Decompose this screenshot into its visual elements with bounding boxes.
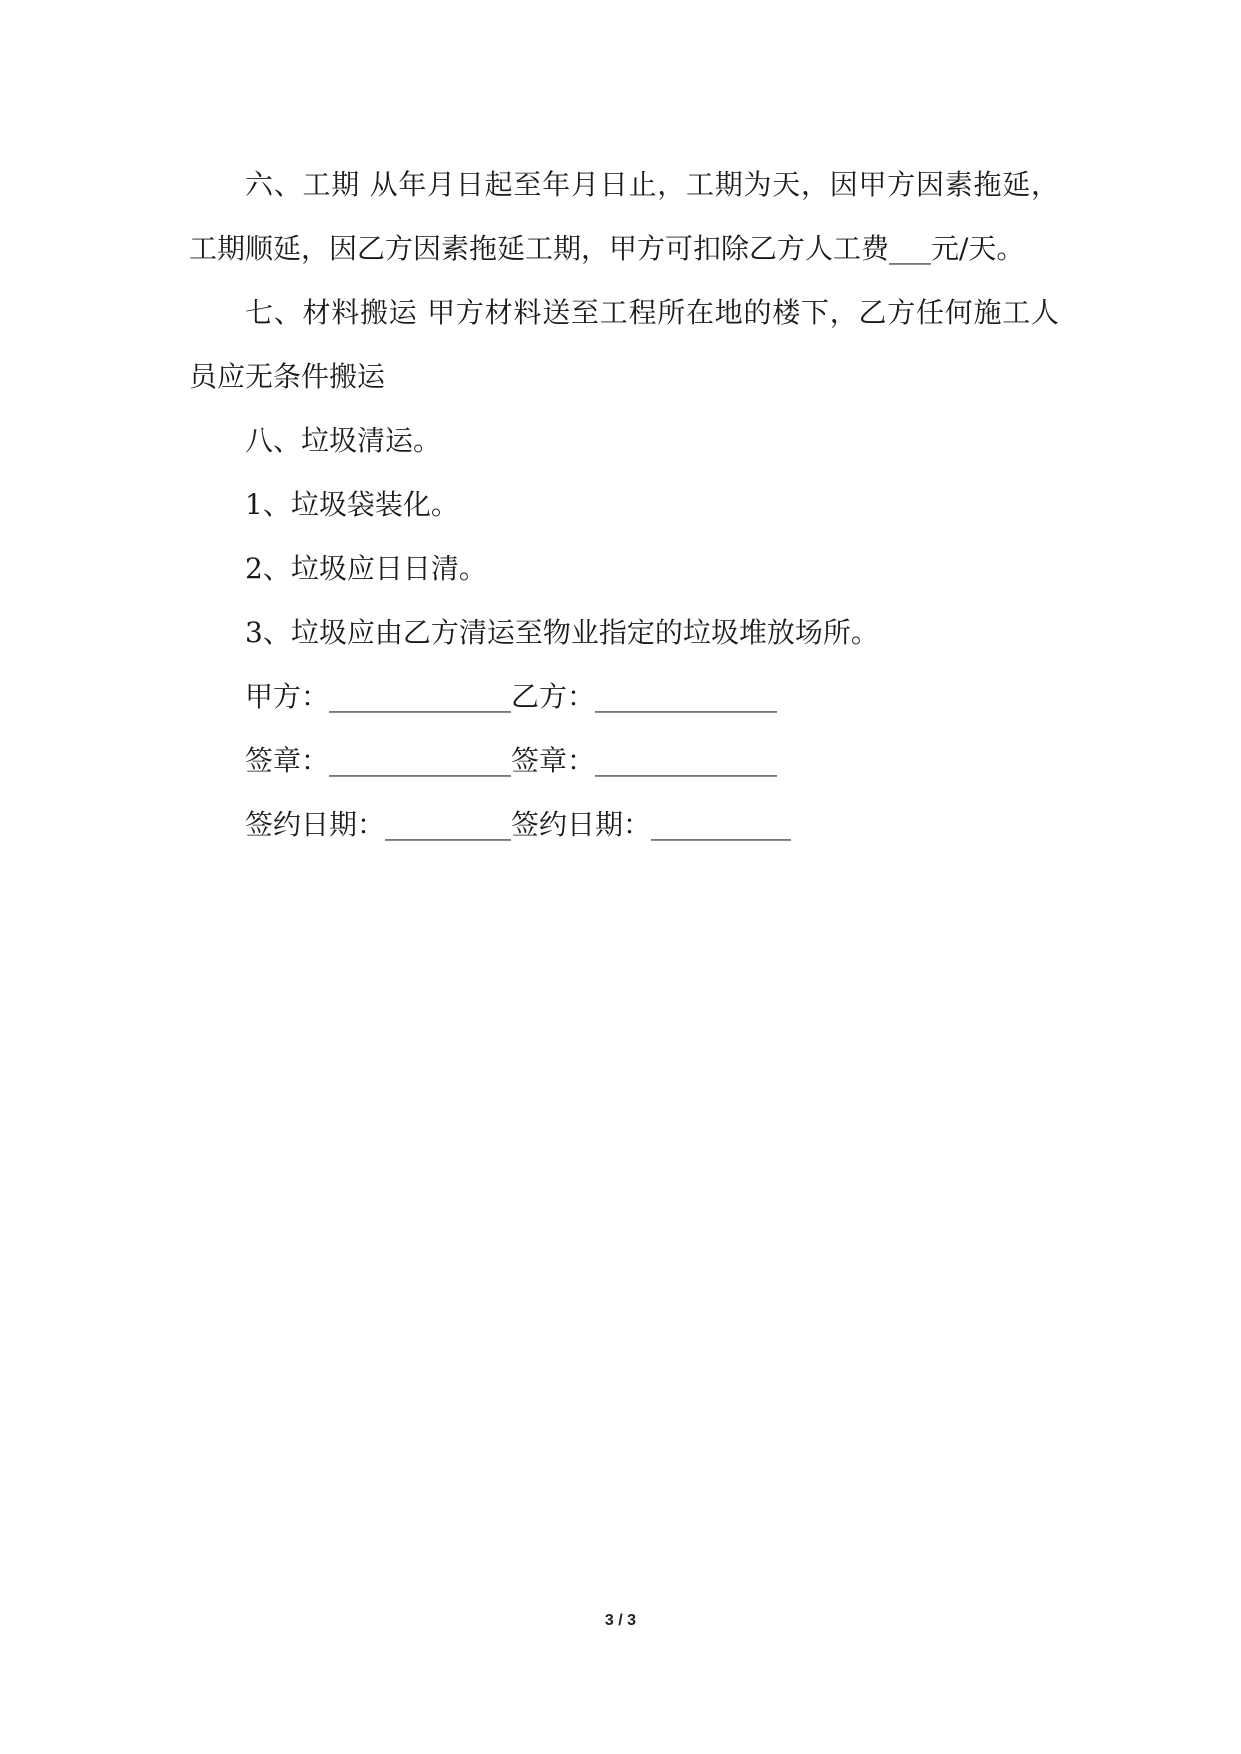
paragraph-material-transport: 七、材料搬运 甲方材料送至工程所在地的楼下，乙方任何施工人员应无条件搬运 bbox=[189, 296, 1059, 393]
page-number: 3 / 3 bbox=[604, 1612, 637, 1629]
signature-seal-line: 签章：_____________签章：_____________ bbox=[245, 744, 778, 777]
document-body bbox=[189, 153, 1059, 857]
paragraph-garbage-item-2: 2、垃圾应日日清。 bbox=[245, 552, 487, 585]
signature-date-line: 签约日期：_________签约日期：__________ bbox=[245, 808, 792, 841]
paragraph-garbage-item-3: 3、垃圾应由乙方清运至物业指定的垃圾堆放场所。 bbox=[245, 616, 879, 649]
paragraph-garbage-removal: 八、垃圾清运。 bbox=[245, 424, 442, 457]
paragraph-garbage-item-1: 1、垃圾袋装化。 bbox=[245, 488, 459, 521]
signature-party-line: 甲方：_____________乙方：_____________ bbox=[245, 680, 778, 713]
paragraph-construction-period: 六、工期 从年月日起至年月日止，工期为天，因甲方因素拖延，工期顺延，因乙方因素拖延工期，甲方可扣除乙方人工费___元/天。 bbox=[189, 168, 1059, 265]
